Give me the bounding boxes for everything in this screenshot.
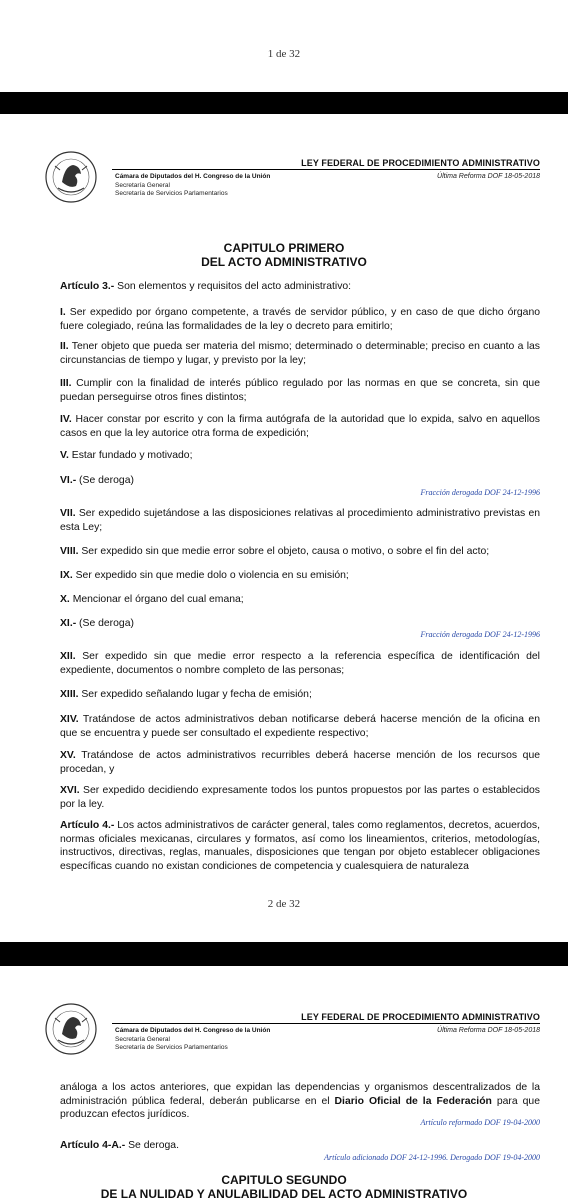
coat-of-arms-logo — [40, 1000, 102, 1058]
reform-note: Artículo reformado DOF 19-04-2000 — [420, 1118, 540, 1127]
article-text: análoga a los actos anteriores, que expidan las dependencias y organismos descentralizados de la administración pública federal, deberán publicarse en el — [60, 1082, 540, 1107]
page-number: 1 de 32 — [267, 48, 301, 60]
fraction-text: Ser expedido sin que medie error respecto a la referencia específica de identificación del expediente, documentos o nombre completo de las personas; — [60, 651, 540, 676]
fraction-text: Ser expedido decidiendo expresamente todos los puntos propuestos por las partes o establecidos por la ley. — [60, 785, 540, 810]
fraction-number: XII. — [60, 651, 76, 662]
reform-note: Fracción derogada DOF 24-12-1996 — [420, 630, 540, 639]
last-reform: Última Reforma DOF 18-05-2018 — [437, 173, 540, 180]
fraction-text: Cumplir con la finalidad de interés público regulado por las normas en que se concreta, sin que puedan perseguirse otros fines distintos; — [60, 378, 540, 403]
fraction-viii — [60, 545, 540, 559]
general-secretariat: Secretaría General — [115, 182, 170, 189]
fraction-text: Tratándose de actos administrativos recurribles deberá hacerse mención de los recursos que procedan, y — [60, 750, 540, 775]
header-rule — [112, 1023, 540, 1024]
fraction-xi — [60, 617, 540, 631]
fraction-text: Ser expedido sujetándose a las disposiciones relativas al procedimiento administrativo previstas en esta Ley; — [60, 508, 540, 533]
fraction-number: X. — [60, 594, 70, 605]
chapter-title — [0, 241, 568, 269]
reform-note: Artículo adicionado DOF 24-12-1996. Derogado DOF 19-04-2000 — [324, 1153, 540, 1162]
fraction-number: I. — [60, 307, 66, 318]
article-text: Se deroga. — [125, 1140, 179, 1151]
article-label: Artículo 4.- — [60, 820, 115, 831]
fraction-ix — [60, 569, 540, 583]
fraction-number: IV. — [60, 414, 72, 425]
page-separator — [0, 942, 568, 966]
page-number: 2 de 32 — [267, 898, 301, 910]
parliamentary-services: Secretaría de Servicios Parlamentarios — [115, 1044, 228, 1051]
fraction-xiii — [60, 688, 540, 702]
fraction-number: III. — [60, 378, 72, 389]
fraction-iii — [60, 377, 540, 404]
last-reform: Última Reforma DOF 18-05-2018 — [437, 1027, 540, 1034]
header-rule — [112, 169, 540, 170]
fraction-text: (Se deroga) — [76, 475, 134, 486]
fraction-number: IX. — [60, 570, 73, 581]
fraction-vi — [60, 474, 540, 488]
fraction-number: XI.- — [60, 618, 77, 629]
article-text: Los actos administrativos de carácter general, tales como reglamentos, decretos, acuerdos, normas oficiales mexicanas, circulares y formatos, así como los lineamientos, criterios, metodologías, instructivos, directivas, reglas, manuales, disposiciones que tengan por objeto establecer obligaciones específicas cuando no existan condiciones de competencia y cualesquiera de naturaleza — [60, 820, 540, 872]
fraction-text: Mencionar el órgano del cual emana; — [69, 594, 244, 605]
article-4-part2 — [60, 1081, 540, 1122]
fraction-text: Ser expedido por órgano competente, a través de servidor público, y en caso de que dicho órgano fuere colegiado, reúna las formalidades de la ley o decreto para emitirlo; — [60, 307, 540, 332]
chamber-name: Cámara de Diputados del H. Congreso de la Unión — [115, 173, 271, 180]
article-text: para que produzcan efectos jurídicos. — [60, 1095, 540, 1121]
fraction-ii — [60, 340, 540, 367]
chapter-name: DE LA NULIDAD Y ANULABILIDAD DEL ACTO ADMINISTRATIVO — [100, 1187, 468, 1201]
reform-note: Fracción derogada DOF 24-12-1996 — [420, 488, 540, 497]
fraction-x — [60, 593, 540, 607]
chapter-title — [0, 1173, 568, 1201]
fraction-text: Ser expedido señalando lugar y fecha de emisión; — [78, 689, 312, 700]
gazette-name: Diario Oficial de la Federación — [334, 1095, 492, 1107]
page-separator — [0, 92, 568, 114]
fraction-text: Ser expedido sin que medie dolo o violencia en su emisión; — [72, 570, 349, 581]
chapter-number: CAPITULO SEGUNDO — [221, 1173, 347, 1187]
fraction-text: Tratándose de actos administrativos deban notificarse deberá hacerse mención de la oficina en que se encuentra y puede ser consultado el expediente respectivo; — [60, 714, 540, 739]
fraction-xvi — [60, 784, 540, 811]
fraction-number: II. — [60, 341, 69, 352]
general-secretariat: Secretaría General — [115, 1036, 170, 1043]
article-4-part1 — [60, 819, 540, 873]
article-3-intro — [60, 280, 540, 294]
article-label: Artículo 4-A.- — [60, 1140, 126, 1151]
article-label: Artículo 3.- — [60, 281, 115, 292]
law-title: LEY FEDERAL DE PROCEDIMIENTO ADMINISTRATIVO — [301, 158, 540, 168]
fraction-number: V. — [60, 450, 69, 461]
fraction-iv — [60, 413, 540, 440]
article-text: Son elementos y requisitos del acto administrativo: — [114, 281, 352, 292]
fraction-number: XIV. — [60, 714, 79, 725]
fraction-text: Ser expedido sin que medie error sobre el objeto, causa o motivo, o sobre el fin del acto; — [78, 546, 490, 557]
fraction-xii — [60, 650, 540, 677]
fraction-xiv — [60, 713, 540, 740]
fraction-v — [60, 449, 540, 463]
chapter-number: CAPITULO PRIMERO — [223, 241, 345, 255]
fraction-text: Hacer constar por escrito y con la firma autógrafa de la autoridad que lo expida, salvo en aquellos casos en que la ley autorice otra forma de expedición; — [60, 414, 540, 439]
fraction-text: Estar fundado y motivado; — [68, 450, 193, 461]
parliamentary-services: Secretaría de Servicios Parlamentarios — [115, 190, 228, 197]
fraction-xv — [60, 749, 540, 776]
fraction-number: VII. — [60, 508, 76, 519]
law-title: LEY FEDERAL DE PROCEDIMIENTO ADMINISTRATIVO — [301, 1012, 540, 1022]
fraction-number: XVI. — [60, 785, 80, 796]
chapter-name: DEL ACTO ADMINISTRATIVO — [201, 255, 367, 269]
fraction-text: (Se deroga) — [76, 618, 134, 629]
fraction-number: XV. — [60, 750, 76, 761]
fraction-number: VIII. — [60, 546, 79, 557]
fraction-text: Tener objeto que pueda ser materia del mismo; determinado o determinable; preciso en cuanto a las circunstancias de tiempo y lugar, y previsto por la ley; — [60, 341, 540, 366]
fraction-vii — [60, 507, 540, 534]
chamber-name: Cámara de Diputados del H. Congreso de la Unión — [115, 1027, 271, 1034]
coat-of-arms-logo — [40, 148, 102, 206]
fraction-number: XIII. — [60, 689, 79, 700]
fraction-i — [60, 306, 540, 333]
article-4a — [60, 1139, 540, 1153]
fraction-number: VI.- — [60, 475, 77, 486]
